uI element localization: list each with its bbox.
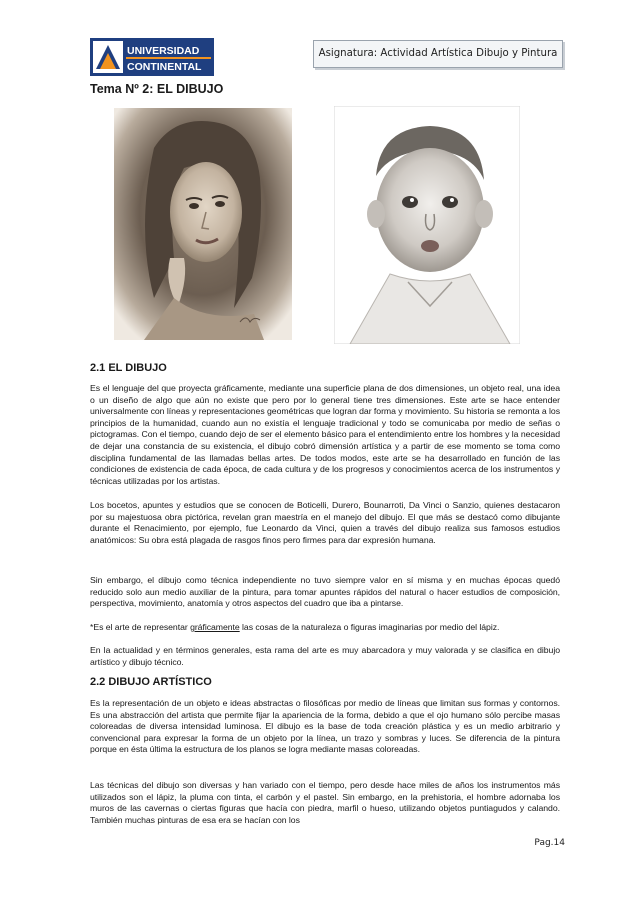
body-paragraph: Es el lenguaje del que proyecta gráficamente, mediante una superficie plana de dos dimensiones, un objeto real, una idea o un diseño de algo que aún no existe que pero por lo general tiene tres dimensiones. Este arte se hace entender universalmente con líneas y representaciones geométricas que logran dar forma y movimiento. Su historia se remonta a los principios de la humanidad, cuando aun no existía el lenguaje tradicional y todo se comunicaba por medio de señas o pictogramas. Con el tiempo, cuando dejo de ser el elemento básico para el entendimiento entre los hombres y la necesidad de dejar una constancia de su existencia, el dibujo cobró dimensión artística y a partir de ese momento se toma como disciplina fundamental de las llamadas bellas artes. De todos modos, este arte se ha desarrollado en función de las condiciones de existencia de cada época, de cada cultura y de los progresos y conocimientos acerca de los instrumentos y técnicas utilizadas por los artistas. xyxy=(90,383,560,486)
subject-header-box xyxy=(313,40,563,68)
body-paragraph: Los bocetos, apuntes y estudios que se conocen de Boticelli, Durero, Bounarroti, Da Vinci o Sanzio, quienes destacaron por su majestuosa obra pictórica, revelan gran maestría en el manejo del dibujo. El que más se destacó como dibujante durante el Renacimiento, por ejemplo, fue Leonardo da Vinci, quien a través del dibujo realiza sus famosos estudios anatómicos: Su obra está plagada de rasgos finos pero firmes para dar expresión humana. xyxy=(90,500,560,545)
section-heading-dibujo-artistico: 2.2 DIBUJO ARTÍSTICO xyxy=(90,676,212,688)
definition-underlined-word: gráficamente xyxy=(190,622,240,632)
woman-portrait-drawing xyxy=(114,108,292,340)
topic-title: Tema Nº 2: EL DIBUJO xyxy=(90,82,224,96)
body-paragraph: Sin embargo, el dibujo como técnica independiente no tuvo siempre valor en sí misma y en muchas épocas quedó reducido solo aun medio auxiliar de la pintura, para tomar apuntes rápidos del natural o hacer estudios de composición, perspectiva, movimiento, anatomía y otros aspectos del cuadro que iba a pintarse. xyxy=(90,575,560,609)
subject-label: Asignatura: Actividad Artística Dibujo y Pintura xyxy=(318,48,558,59)
definition-paragraph xyxy=(90,622,560,634)
university-logo xyxy=(90,38,214,76)
body-paragraph: Las técnicas del dibujo son diversas y han variado con el tiempo, pero desde hace miles de años los instrumentos más utilizados son el lápiz, la pluma con tinta, el carbón y el pastel. Sin embargo, en la prehistoria, el hombre adornaba los muros de las cavernas o ciertas figuras que hacía con piedra, marfil o hueso, utilizando objetos puntiagudos y calando. También muchas pinturas de esa era se hacían con los xyxy=(90,780,560,825)
logo-line-1: UNIVERSIDAD xyxy=(127,45,200,57)
definition-text-after: las cosas de la naturaleza o figuras imaginarias por medio del lápiz. xyxy=(239,622,500,632)
baby-portrait-drawing xyxy=(334,106,520,344)
definition-text-before: *Es el arte de representar xyxy=(90,622,191,632)
page-number: Pag.14 xyxy=(534,838,565,848)
section-heading-el-dibujo: 2.1 EL DIBUJO xyxy=(90,362,167,374)
closing-paragraph: En la actualidad y en términos generales, esta rama del arte es muy abarcadora y muy valorada y se clasifica en dibujo artístico y dibujo técnico. xyxy=(90,645,560,667)
body-paragraph: Es la representación de un objeto e ideas abstractas o filosóficas por medio de líneas que limitan sus formas y contornos. Es una abstracción del artista que permite fijar la apariencia de la forma, debido a que el ojo humano sólo percibe masas coloreadas de diversa intensidad luminosa. El dibujo es la base de toda creación plástica y es un medio arbitrario y convencional para expresar la forma de un objeto por la línea, un trazo y sombras y luces. Se diferencia de la pintura porque en ésta última la estructura de los planos se logra mediante masas coloreadas. xyxy=(90,698,560,755)
logo-line-2: CONTINENTAL xyxy=(127,61,202,73)
